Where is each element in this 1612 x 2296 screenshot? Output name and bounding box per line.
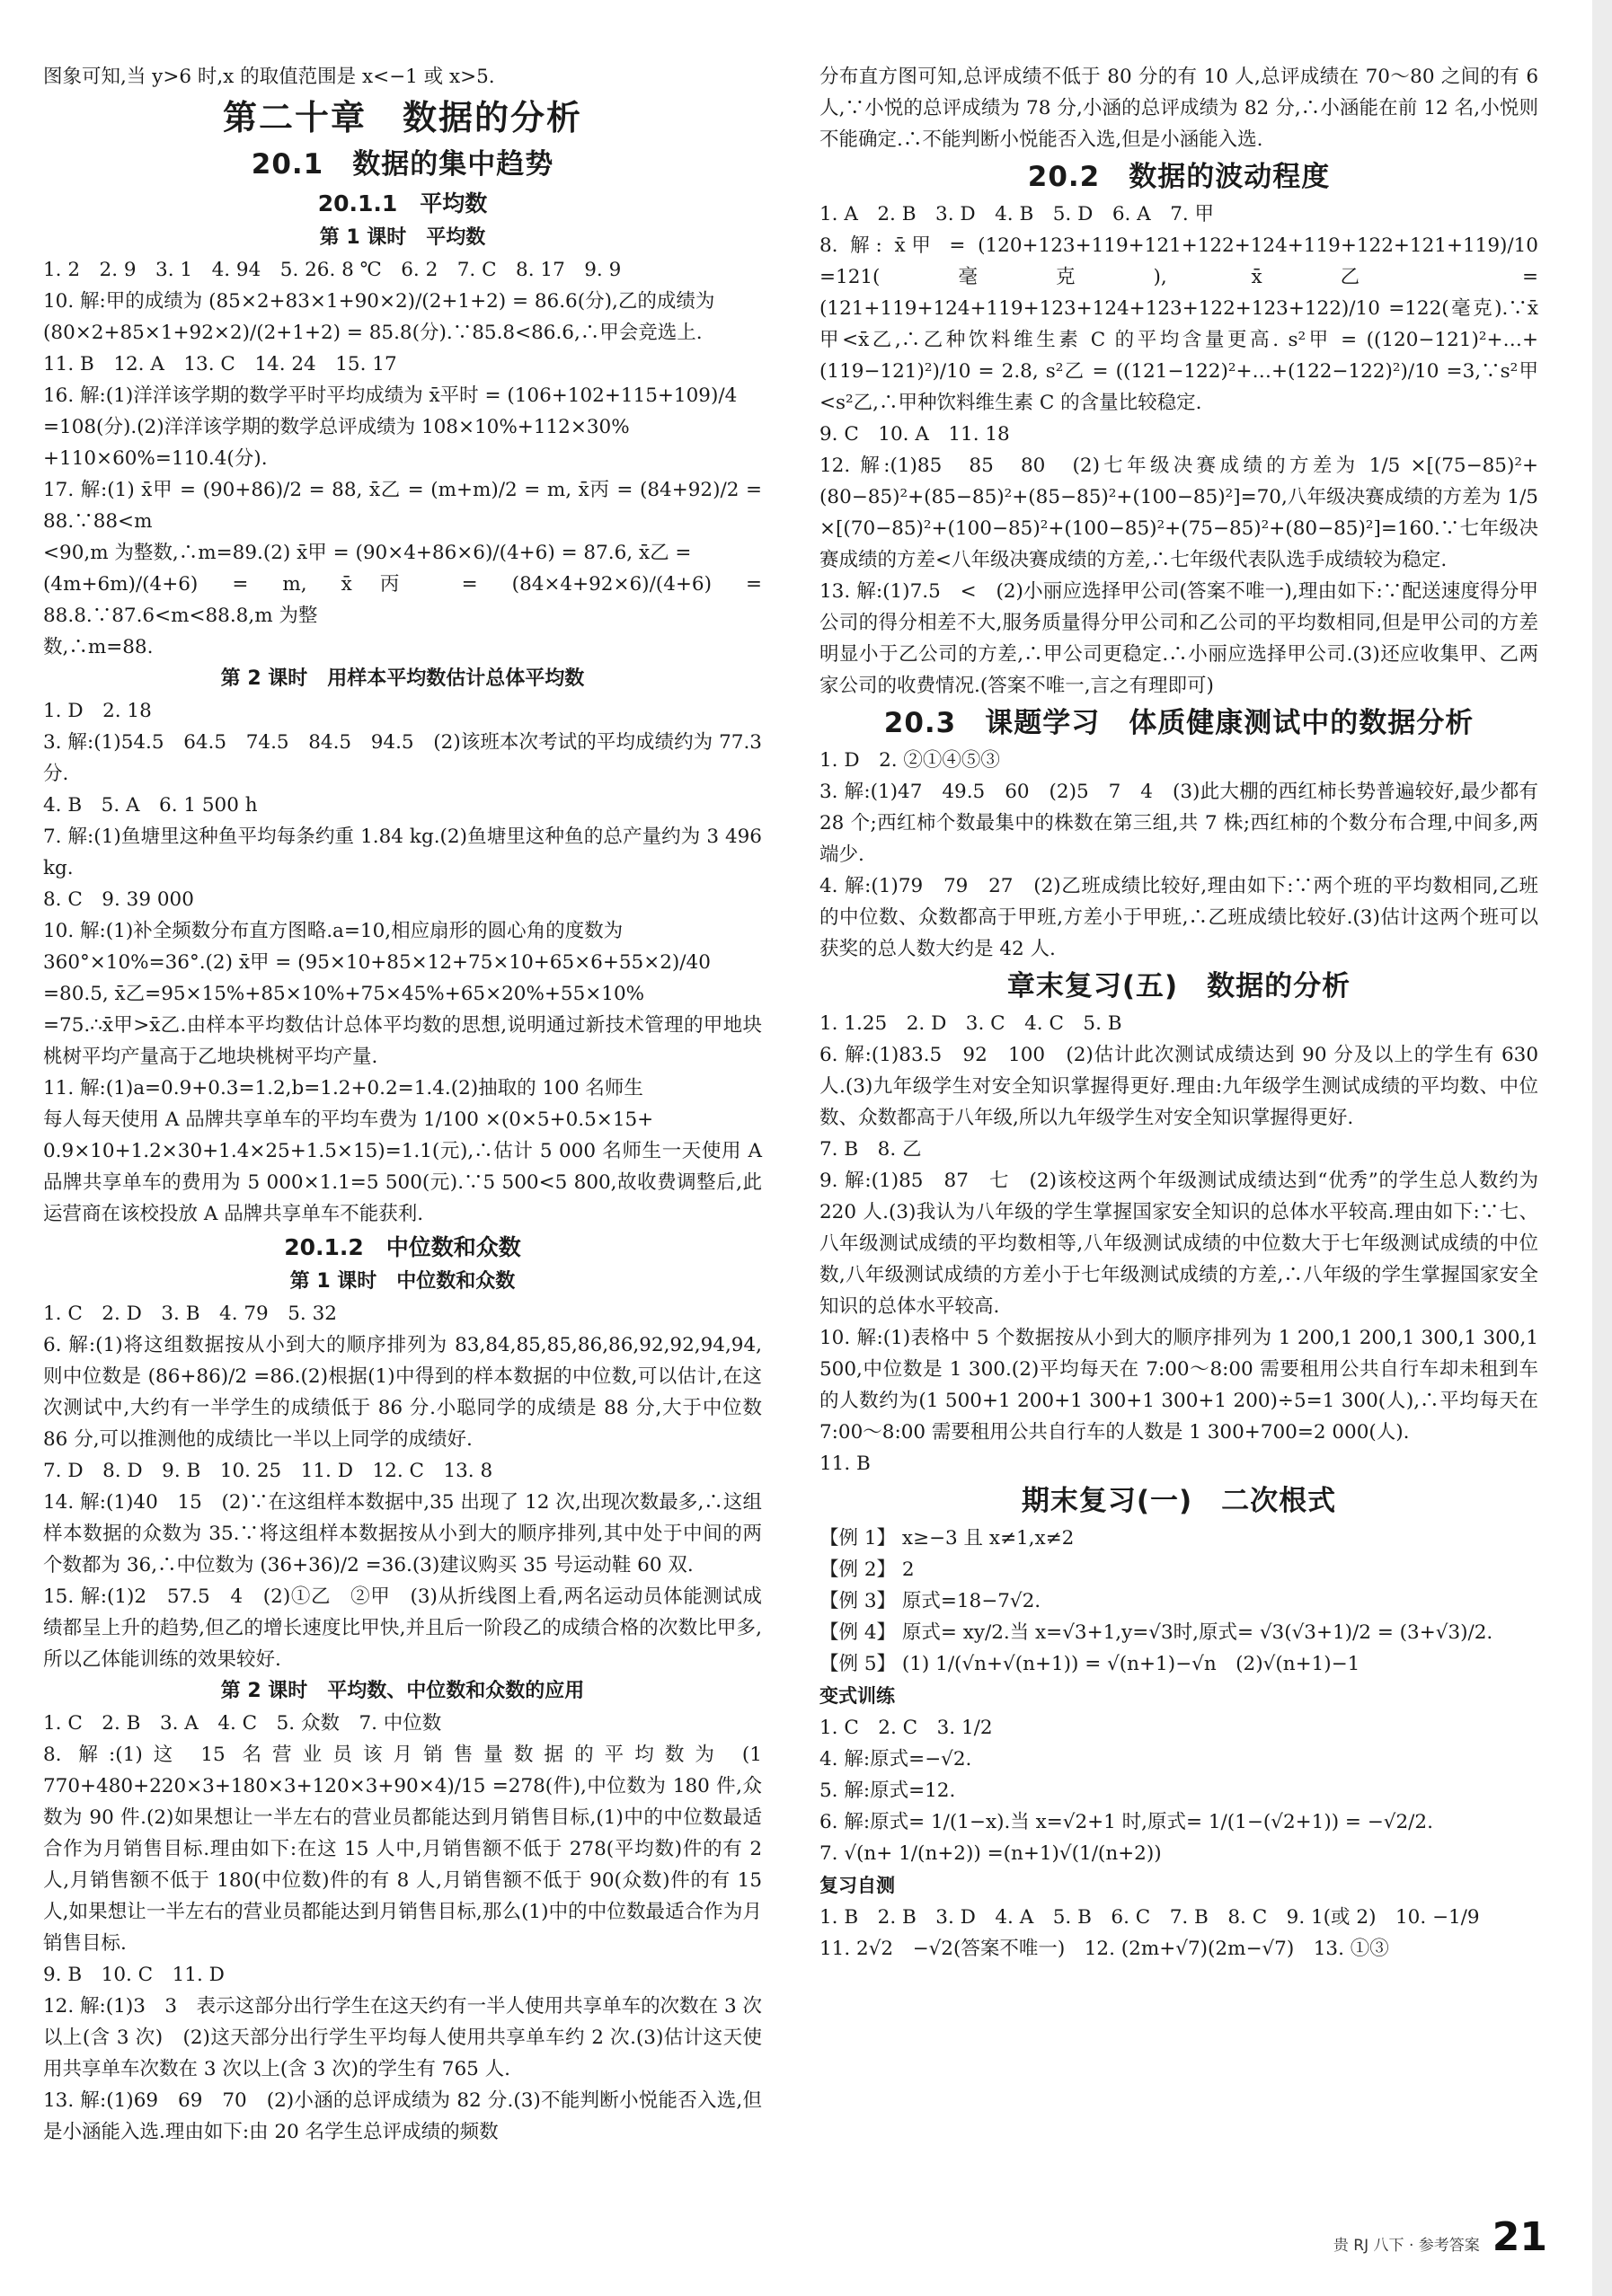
answer-line: =108(分).(2)洋洋该学期的数学总评成绩为 108×10%+112×30% xyxy=(43,416,630,438)
answer-line: 【例 5】 (1) 1/(√n+√(n+1)) = √(n+1)−√n (2)√(n+1)−1 xyxy=(819,1653,1360,1675)
answer-line: 8. 解: x̄甲 = (120+123+119+121+122+124+119+122+121+119)/10 =121(毫克), x̄乙 = (121+119+124+119+123+124+123+122+123+122)/10 =122(毫克).∵x̄甲<x̄乙,∴乙种饮料维生素 C 的平均含量更高. s²甲 = ((120−121)²+…+(119−121)²)/10 = 2.8, s²乙 = ((121−122)²+…+(122−122)²)/10 =3,∵s²甲<s²乙,∴甲种饮料维生素 C 的含量比较稳定. xyxy=(819,234,1538,414)
answer-line: 图象可知,当 y>6 时,x 的取值范围是 x<−1 或 x>5. xyxy=(43,66,495,88)
answer-line: 数,∴m=88. xyxy=(43,636,154,658)
answer-line: 7. 解:(1)鱼塘里这种鱼平均每条约重 1.84 kg.(2)鱼塘里这种鱼的总产量约为 3 496 kg. xyxy=(43,826,762,879)
answer-line: 11. 解:(1)a=0.9+0.3=1.2,b=1.2+0.2=1.4.(2)抽取的 100 名师生 xyxy=(43,1077,643,1099)
answer-line: 360°×10%=36°.(2) x̄甲 = (95×10+85×12+75×10+65×6+55×2)/40 xyxy=(43,951,711,974)
footer-info: 贵 RJ 八下 · 参考答案 xyxy=(1333,2237,1480,2255)
answer-line: 13. 解:(1)69 69 70 (2)小涵的总评成绩为 82 分.(3)不能判断小悦能否入选,但是小涵能入选.理由如下:由 20 名学生总评成绩的频数 xyxy=(43,2089,762,2143)
answer-line: 4. 解:(1)79 79 27 (2)乙班成绩比较好,理由如下:∵两个班的平均数相同,乙班的中位数、众数都高于甲班,方差小于甲班,∴乙班成绩比较好.(3)估计这两个班可以获奖的总人数大约是 42 人. xyxy=(819,875,1538,960)
answer-line: =80.5, x̄乙=95×15%+85×10%+75×45%+65×20%+55×10% xyxy=(43,983,645,1005)
answer-line: 10. 解:(1)补全频数分布直方图略.a=10,相应扇形的圆心角的度数为 xyxy=(43,920,624,942)
section-title: 期末复习(一) 二次根式 xyxy=(1021,1485,1337,1517)
subheading: 复习自测 xyxy=(819,1875,895,1896)
answer-line: 1. A 2. B 3. D 4. B 5. D 6. A 7. 甲 xyxy=(819,203,1215,225)
answer-line: 7. B 8. 乙 xyxy=(819,1138,922,1161)
answer-line: 13. 解:(1)7.5 < (2)小丽应选择甲公司(答案不唯一),理由如下:∵配送速度得分甲公司的得分相差不大,服务质量得分甲公司和乙公司的平均数相同,但是甲公司的方差明显小于乙公司的方差,∴甲公司更稳定.∴小丽应选择甲公司.(3)还应收集甲、乙两家公司的收费情况.(答案不唯一,言之有理即可) xyxy=(819,580,1538,697)
answer-line: 15. 解:(1)2 57.5 4 (2)①乙 ②甲 (3)从折线图上看,两名运动员体能测试成绩都呈上升的趋势,但乙的增长速度比甲快,并且后一阶段乙的成绩合格的次数比甲多,所以乙体能训练的效果较好. xyxy=(43,1585,762,1671)
lesson-title: 第 1 课时 平均数 xyxy=(319,226,486,249)
lesson-title: 第 2 课时 平均数、中位数和众数的应用 xyxy=(220,1680,585,1702)
answer-line: (4m+6m)/(4+6) = m, x̄丙 = (84×4+92×6)/(4+6) = 88.8.∵87.6<m<88.8,m 为整 xyxy=(43,573,762,627)
page-footer xyxy=(1333,2214,1547,2260)
answer-line: (80×2+85×1+92×2)/(2+1+2) = 85.8(分).∵85.8<86.6,∴甲会竞选上. xyxy=(43,322,703,344)
answer-line: 1. C 2. B 3. A 4. C 5. 众数 7. 中位数 xyxy=(43,1712,442,1735)
answer-line: 4. 解:原式=−√2. xyxy=(819,1748,972,1771)
answer-line: 4. B 5. A 6. 1 500 h xyxy=(43,794,258,817)
answer-line: 6. 解:(1)将这组数据按从小到大的顺序排列为 83,84,85,85,86,86,92,92,94,94,则中位数是 (86+86)/2 =86.(2)根据(1)中得到的样本数据的中位数,可以估计,在这次测试中,大约有一半学生的成绩低于 86 分.小聪同学的成绩是 88 分,大于中位数 86 分,可以推测他的成绩比一半以上同学的成绩好. xyxy=(43,1334,762,1451)
answer-line: 12. 解:(1)85 85 80 (2)七年级决赛成绩的方差为 1/5 ×[(75−85)²+(80−85)²+(85−85)²+(85−85)²+(100−85)²]=70,八年级决赛成绩的方差为 1/5 ×[(70−85)²+(100−85)²+(100−85)²+(75−85)²+(80−85)²]=160.∵七年级决赛成绩的方差<八年级决赛成绩的方差,∴七年级代表队选手成绩较为稳定. xyxy=(819,455,1538,571)
chapter-title: 第二十章 数据的分析 xyxy=(222,98,582,137)
page-edge-shade xyxy=(1592,0,1612,2296)
answer-line: 6. 解:(1)83.5 92 100 (2)估计此次测试成绩达到 90 分及以上的学生有 630 人.(3)九年级学生对安全知识掌握得更好.理由:九年级学生测试成绩的平均数、中位数、众数都高于八年级,所以九年级学生对安全知识掌握得更好. xyxy=(819,1044,1538,1129)
answer-line: 1. D 2. ②①④⑤③ xyxy=(819,749,1000,772)
subheading: 变式训练 xyxy=(819,1685,895,1707)
left-column xyxy=(43,61,762,2148)
answer-line: 8. 解:(1)这 15 名营业员该月销售量数据的平均数为 (1 770+480+220×3+180×3+120×3+90×4)/15 =278(件),中位数为 180 件,众数为 90 件.(2)如果想让一半左右的营业员都能达到月销售目标,(1)中的中位数最适合作为月销售目标.理由如下:在这 15 人中,月销售额不低于 278(平均数)件的有 2 人,月销售额不低于 180(中位数)件的有 8 人,月销售额不低于 90(众数)件的有 15 人,如果想让一半左右的营业员都能达到月销售目标,那么(1)中的中位数最适合作为月销售目标. xyxy=(43,1744,762,1955)
answer-line: 3. 解:(1)54.5 64.5 74.5 84.5 94.5 (2)该班本次考试的平均成绩约为 77.3 分. xyxy=(43,731,762,785)
answer-line: 9. C 10. A 11. 18 xyxy=(819,423,1010,446)
answer-line: 【例 3】 原式=18−7√2. xyxy=(819,1590,1041,1612)
subsection-title: 20.1.2 中位数和众数 xyxy=(284,1234,521,1260)
answer-line: 10. 解:(1)表格中 5 个数据按从小到大的顺序排列为 1 200,1 200,1 300,1 300,1 500,中位数是 1 300.(2)平均每天在 7:00～8:00 需要租用公共自行车却未租到车的人数约为(1 500+1 200+1 300+1 300+1 200)÷5=1 300(人),∴平均每天在 7:00～8:00 需要租用公共自行车的人数是 1 300+700=2 000(人). xyxy=(819,1327,1538,1444)
answer-line: +110×60%=110.4(分). xyxy=(43,447,268,470)
section-title: 20.1 数据的集中趋势 xyxy=(251,148,554,181)
answer-line: 9. 解:(1)85 87 七 (2)该校这两个年级测试成绩达到“优秀”的学生总人数约为 220 人.(3)我认为八年级的学生掌握国家安全知识的总体水平较高.理由如下:∵七、八年级测试成绩的平均数相等,八年级测试成绩的中位数大于七年级测试成绩的中位数,八年级测试成绩的方差小于七年级测试成绩的方差,∴八年级的学生掌握国家安全知识的总体水平较高. xyxy=(819,1170,1538,1318)
answer-line: 【例 4】 原式= xy/2.当 x=√3+1,y=√3时,原式= √3(√3+1)/2 = (3+√3)/2. xyxy=(819,1621,1493,1644)
right-column xyxy=(819,61,1538,1965)
section-title: 20.3 课题学习 体质健康测试中的数据分析 xyxy=(883,707,1475,739)
answer-line: 17. 解:(1) x̄甲 = (90+86)/2 = 88, x̄乙 = (m+m)/2 = m, x̄丙 = (84+92)/2 = 88.∵88<m xyxy=(43,479,762,533)
answer-line: 1. C 2. C 3. 1/2 xyxy=(819,1717,993,1739)
answer-line: 9. B 10. C 11. D xyxy=(43,1964,225,1986)
page-number: 21 xyxy=(1492,2214,1547,2260)
lesson-title: 第 2 课时 用样本平均数估计总体平均数 xyxy=(220,667,585,690)
answer-line: 1. B 2. B 3. D 4. A 5. B 6. C 7. B 8. C 9. 1(或 2) 10. −1/9 xyxy=(819,1906,1480,1929)
answer-line: <90,m 为整数,∴m=89.(2) x̄甲 = (90×4+86×6)/(4+6) = 87.6, x̄乙 = xyxy=(43,542,692,564)
subsection-title: 20.1.1 平均数 xyxy=(317,190,488,216)
answer-line: 8. C 9. 39 000 xyxy=(43,888,194,911)
answer-line: 5. 解:原式=12. xyxy=(819,1779,956,1802)
lesson-title: 第 1 课时 中位数和众数 xyxy=(289,1270,516,1293)
answer-line: 6. 解:原式= 1/(1−x).当 x=√2+1 时,原式= 1/(1−(√2+1)) = −√2/2. xyxy=(819,1811,1433,1833)
answer-line: 10. 解:甲的成绩为 (85×2+83×1+90×2)/(2+1+2) = 86.6(分),乙的成绩为 xyxy=(43,290,715,313)
answer-line: 1. 2 2. 9 3. 1 4. 94 5. 26. 8 ℃ 6. 2 7. C 8. 17 9. 9 xyxy=(43,259,622,281)
answer-line: 每人每天使用 A 品牌共享单车的平均车费为 1/100 ×(0×5+0.5×15+ xyxy=(43,1108,654,1131)
answer-line: 0.9×10+1.2×30+1.4×25+1.5×15)=1.1(元),∴估计 5 000 名师生一天使用 A 品牌共享单车的费用为 5 000×1.1=5 500(元).∵5 500<5 800,故收费调整后,此运营商在该校投放 A 品牌共享单车不能获利. xyxy=(43,1140,762,1225)
answer-line: 7. D 8. D 9. B 10. 25 11. D 12. C 13. 8 xyxy=(43,1460,493,1482)
answer-line: =75.∴x̄甲>x̄乙.由样本平均数估计总体平均数的思想,说明通过新技术管理的甲地块桃树平均产量高于乙地块桃树平均产量. xyxy=(43,1014,762,1068)
answer-line: 11. B 12. A 13. C 14. 24 15. 17 xyxy=(43,353,397,375)
section-title: 20.2 数据的波动程度 xyxy=(1027,161,1331,193)
answer-line: 1. D 2. 18 xyxy=(43,700,152,722)
answer-line: 14. 解:(1)40 15 (2)∵在这组样本数据中,35 出现了 12 次,出现次数最多,∴这组样本数据的众数为 35.∵将这组样本数据按从小到大的顺序排列,其中处于中间的两个数都为 36,∴中位数为 (36+36)/2 =36.(3)建议购买 35 号运动鞋 60 双. xyxy=(43,1491,762,1576)
answer-line: 1. C 2. D 3. B 4. 79 5. 32 xyxy=(43,1303,337,1325)
answer-line: 【例 1】 x≥−3 且 x≠1,x≠2 xyxy=(819,1527,1075,1550)
section-title: 章末复习(五) 数据的分析 xyxy=(1006,970,1351,1002)
answer-line: 【例 2】 2 xyxy=(819,1559,915,1581)
answer-line: 11. B xyxy=(819,1453,871,1475)
answer-line: 12. 解:(1)3 3 表示这部分出行学生在这天约有一半人使用共享单车的次数在 3 次以上(含 3 次) (2)这天部分出行学生平均每人使用共享单车约 2 次.(3)估计这天使用共享单车次数在 3 次以上(含 3 次)的学生有 765 人. xyxy=(43,1995,762,2080)
answer-line: 16. 解:(1)洋洋该学期的数学平时平均成绩为 x̄平时 = (106+102+115+109)/4 xyxy=(43,384,738,407)
answer-line: 11. 2√2 −√2(答案不唯一) 12. (2m+√7)(2m−√7) 13. ①③ xyxy=(819,1938,1389,1960)
answer-line: 1. 1.25 2. D 3. C 4. C 5. B xyxy=(819,1012,1122,1035)
answer-line: 3. 解:(1)47 49.5 60 (2)5 7 4 (3)此大棚的西红柿长势普遍较好,最少都有 28 个;西红柿个数最集中的株数在第三组,共 7 株;西红柿的个数分布合理,中间多,两端少. xyxy=(819,781,1538,866)
answer-line: 7. √(n+ 1/(n+2)) =(n+1)√(1/(n+2)) xyxy=(819,1842,1162,1865)
answer-line: 分布直方图可知,总评成绩不低于 80 分的有 10 人,总评成绩在 70～80 之间的有 6 人,∵小悦的总评成绩为 78 分,小涵的总评成绩为 82 分,∴小涵能在前 12 名,小悦则不能确定.∴不能判断小悦能否入选,但是小涵能入选. xyxy=(819,66,1538,151)
